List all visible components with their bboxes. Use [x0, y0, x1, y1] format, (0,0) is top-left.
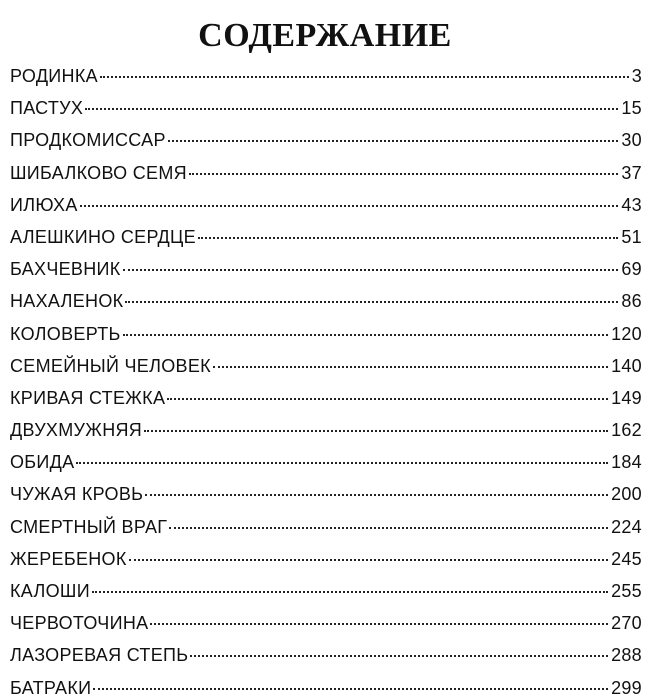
toc-entry — [10, 416, 642, 448]
dot-leader — [123, 334, 608, 336]
toc-entry-title: ПРОДКОМИССАР — [10, 130, 166, 151]
toc-entry-page-number: 255 — [611, 581, 642, 601]
toc-entry — [10, 255, 642, 287]
toc-entry-title: ЖЕРЕБЕНОК — [10, 548, 127, 569]
toc-entry-title: РОДИНКА — [10, 66, 98, 86]
toc-entry-title: БАХЧЕВНИК — [10, 259, 121, 280]
toc-entry-page-number: 149 — [611, 387, 642, 408]
toc-entry — [10, 94, 642, 126]
toc-entry — [10, 62, 642, 94]
toc-entry-page-number: 200 — [611, 484, 642, 505]
dot-leader — [93, 688, 608, 690]
toc-entry — [10, 674, 642, 700]
toc-entry-title: ЛАЗОРЕВАЯ СТЕПЬ — [10, 645, 189, 666]
toc-entry-page-number: 3 — [631, 66, 642, 86]
dot-leader — [144, 430, 608, 432]
toc-entry-page-number: 69 — [621, 259, 642, 280]
toc-entry-title: ОБИДА — [10, 452, 75, 473]
toc-entry-page-number: 120 — [611, 323, 642, 344]
toc-entry-page-number: 30 — [621, 130, 642, 151]
toc-entry-title: СМЕРТНЫЙ ВРАГ — [10, 516, 168, 537]
dot-leader — [168, 140, 619, 142]
dot-leader — [100, 76, 629, 78]
toc-entry — [10, 191, 642, 223]
toc-entry-title: КРИВАЯ СТЕЖКА — [10, 387, 166, 408]
dot-leader — [76, 462, 608, 464]
toc-entry — [10, 545, 642, 577]
page-title: СОДЕРЖАНИЕ — [198, 17, 452, 54]
toc-entry-title: ДВУХМУЖНЯЯ — [10, 420, 143, 441]
toc-entry — [10, 223, 642, 255]
toc-entry-title: ИЛЮХА — [10, 194, 78, 215]
toc-entry-page-number: 37 — [621, 162, 642, 183]
toc-entry — [10, 609, 642, 641]
toc-entry-title: ШИБАЛКОВО СЕМЯ — [10, 162, 187, 183]
toc-entry-page-number: 184 — [611, 452, 642, 473]
dot-leader — [123, 269, 619, 271]
toc-entry-page-number: 245 — [611, 548, 642, 569]
dot-leader — [80, 205, 619, 207]
toc-entry-page-number: 299 — [611, 677, 642, 698]
toc-entry — [10, 287, 642, 319]
dot-leader — [167, 398, 608, 400]
toc-entry-title: КАЛОШИ — [10, 581, 90, 601]
toc-entry-title: НАХАЛЕНОК — [10, 291, 124, 312]
toc-entry — [10, 384, 642, 416]
dot-leader — [129, 559, 608, 561]
toc-entry-page-number: 51 — [621, 226, 642, 247]
toc-entry — [10, 159, 642, 191]
toc-entry-title: ЧЕРВОТОЧИНА — [10, 613, 149, 634]
toc-entry-page-number: 86 — [621, 291, 642, 312]
toc-entry-page-number: 270 — [611, 613, 642, 634]
toc-entry — [10, 480, 642, 512]
dot-leader — [190, 655, 608, 657]
dot-leader — [150, 623, 608, 625]
dot-leader — [189, 173, 618, 175]
toc-entry — [10, 126, 642, 158]
toc-entry-page-number: 162 — [611, 420, 642, 441]
toc-entry — [10, 448, 642, 480]
table-of-contents — [10, 62, 642, 700]
dot-leader — [198, 237, 618, 239]
toc-entry-page-number: 15 — [621, 98, 642, 119]
toc-entry-title: БАТРАКИ — [10, 677, 92, 698]
dot-leader — [125, 301, 618, 303]
toc-entry — [10, 641, 642, 673]
toc-entry-page-number: 43 — [621, 194, 642, 215]
toc-entry-title: ЧУЖАЯ КРОВЬ — [10, 484, 144, 505]
dot-leader — [85, 108, 618, 110]
toc-entry-page-number: 224 — [611, 516, 642, 537]
toc-entry-title: КОЛОВЕРТЬ — [10, 323, 121, 344]
toc-entry — [10, 513, 642, 545]
dot-leader — [145, 494, 608, 496]
toc-entry-page-number: 140 — [611, 355, 642, 376]
toc-entry-title: АЛЕШКИНО СЕРДЦЕ — [10, 226, 196, 247]
dot-leader — [169, 527, 608, 529]
toc-entry-page-number: 288 — [611, 645, 642, 666]
toc-entry — [10, 352, 642, 384]
dot-leader — [92, 591, 608, 593]
toc-entry — [10, 577, 642, 609]
toc-entry — [10, 320, 642, 352]
toc-entry-title: ПАСТУХ — [10, 98, 84, 119]
toc-entry-title: СЕМЕЙНЫЙ ЧЕЛОВЕК — [10, 355, 211, 376]
dot-leader — [213, 366, 608, 368]
